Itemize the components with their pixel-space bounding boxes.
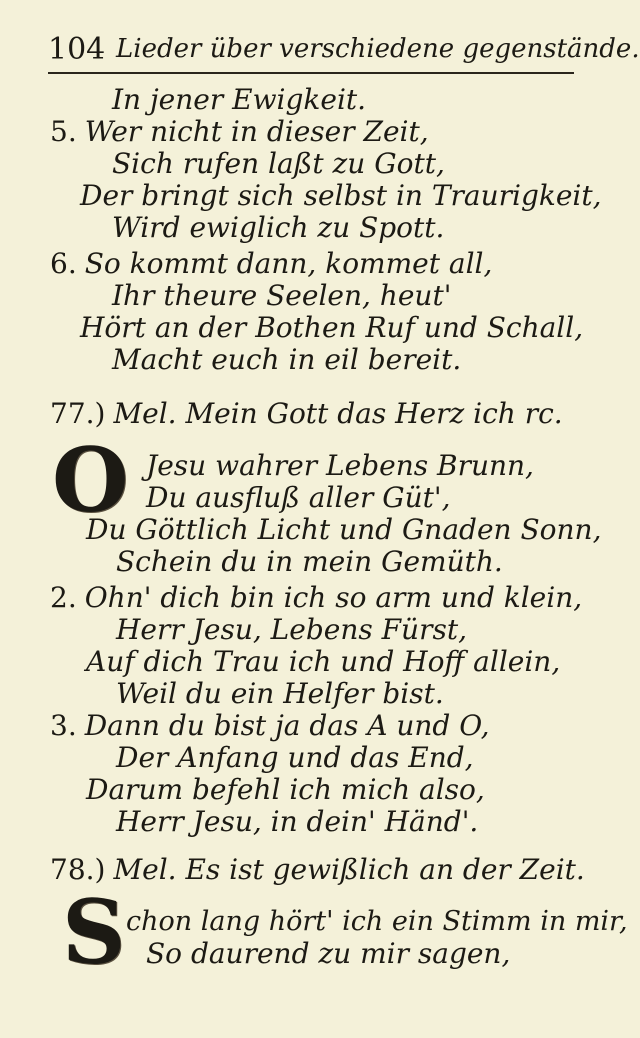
verse-line: Schein du in mein Gemüth. [116, 545, 503, 578]
verse-line: So daurend zu mir sagen, [146, 937, 511, 970]
verse-line: 6. So kommt dann, kommet all, [50, 247, 493, 280]
stanza-number: 5. [50, 115, 77, 148]
verse-line: Herr Jesu, Lebens Fürst, [116, 613, 467, 646]
verse-line: Ihr theure Seelen, heut' [112, 279, 452, 312]
hymn-heading [50, 398, 563, 430]
verse-line: Weil du ein Helfer bist. [116, 677, 444, 710]
drop-cap: O [52, 428, 129, 532]
verse-line: Der Anfang und das End, [116, 741, 474, 774]
verse-line: Du ausfluß aller Güt', [146, 481, 451, 514]
verse-line: 3. Dann du bist ja das A und O, [50, 709, 490, 742]
verse-line: Sich rufen laßt zu Gott, [112, 147, 445, 180]
verse-line: In jener Ewigkeit. [112, 83, 367, 116]
stanza-number: 3. [50, 709, 77, 742]
verse-line: Hört an der Bothen Ruf und Schall, [80, 311, 584, 344]
verse-line: 5. Wer nicht in dieser Zeit, [50, 115, 429, 148]
verse-line: Jesu wahrer Lebens Brunn, [146, 449, 534, 482]
hymn-number: 77.) [50, 397, 106, 430]
verse-line: Wird ewiglich zu Spott. [112, 211, 445, 244]
verse-line: Macht euch in eil bereit. [112, 343, 462, 376]
running-title: Lieder über verschiedene gegenstände. [116, 34, 640, 64]
page-number: 104 [48, 32, 106, 67]
verse-line: Darum befehl ich mich also, [86, 773, 485, 806]
verse-line: Herr Jesu, in dein' Händ'. [116, 805, 479, 838]
verse-line: Der bringt sich selbst in Traurigkeit, [80, 179, 602, 212]
verse-line: 2. Ohn' dich bin ich so arm und klein, [50, 581, 583, 614]
verse-line: Auf dich Trau ich und Hoff allein, [86, 645, 561, 678]
stanza-number: 2. [50, 581, 77, 614]
verse-line: Du Göttlich Licht und Gnaden Sonn, [86, 513, 602, 546]
hymn-number: 78.) [50, 853, 106, 886]
hymn-heading [50, 854, 585, 886]
melody-indication: Mel. Es ist gewißlich an der Zeit. [113, 853, 585, 886]
stanza-number: 6. [50, 247, 77, 280]
drop-cap: S [62, 880, 126, 984]
verse-line: chon lang hört' ich ein Stimm in mir, [126, 906, 628, 937]
melody-indication: Mel. Mein Gott das Herz ich rc. [113, 397, 563, 430]
page-header [48, 28, 640, 74]
